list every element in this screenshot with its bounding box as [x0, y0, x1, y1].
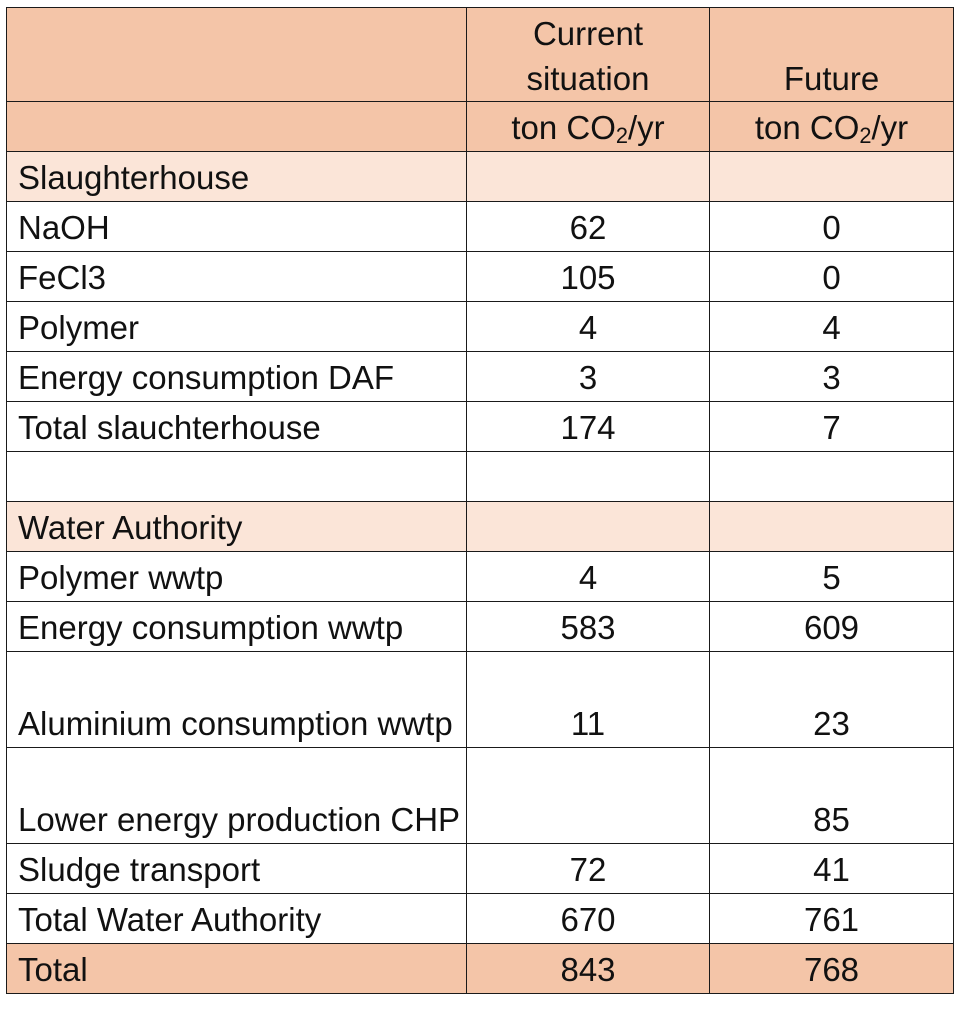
current-value: 670: [467, 894, 710, 944]
future-value: 85: [710, 748, 954, 844]
total-row: [7, 944, 954, 994]
header-current: [467, 8, 710, 102]
section-row-water-authority: [7, 502, 954, 552]
header-future: Future: [710, 8, 954, 102]
table-row: [7, 844, 954, 894]
total-future: 768: [710, 944, 954, 994]
total-current: 843: [467, 944, 710, 994]
current-value: 11: [467, 652, 710, 748]
future-value: 5: [710, 552, 954, 602]
future-value: 41: [710, 844, 954, 894]
header-current-line1: Current: [532, 15, 644, 52]
current-value: [467, 748, 710, 844]
future-value: 0: [710, 202, 954, 252]
future-value: 7: [710, 402, 954, 452]
row-label: Energy consumption wwtp: [7, 602, 467, 652]
unit-row: [7, 102, 954, 152]
empty-cell: [467, 152, 710, 202]
table-row: [7, 652, 954, 748]
empty-cell: [467, 452, 710, 502]
unit-suffix: /yr: [627, 109, 665, 146]
table-row: [7, 202, 954, 252]
header-row: [7, 8, 954, 102]
row-label: Sludge transport: [7, 844, 467, 894]
unit-current: [467, 102, 710, 152]
current-value: 72: [467, 844, 710, 894]
future-value: 0: [710, 252, 954, 302]
future-value: 761: [710, 894, 954, 944]
row-label: Lower energy production CHP: [7, 748, 467, 844]
row-label: NaOH: [7, 202, 467, 252]
future-value: 4: [710, 302, 954, 352]
current-value: 105: [467, 252, 710, 302]
current-value: 4: [467, 302, 710, 352]
table-row: [7, 602, 954, 652]
empty-cell: [7, 452, 467, 502]
future-value: 23: [710, 652, 954, 748]
row-label: Aluminium consumption wwtp: [7, 652, 467, 748]
unit-prefix: ton CO: [754, 109, 860, 146]
table-row-subtotal: [7, 894, 954, 944]
unit-prefix: ton CO: [511, 109, 616, 146]
current-value: 4: [467, 552, 710, 602]
header-empty-cell: [7, 8, 467, 102]
row-label: Polymer wwtp: [7, 552, 467, 602]
total-label: Total: [7, 944, 467, 994]
header-current-line2: situation: [526, 60, 650, 97]
row-label: FeCl3: [7, 252, 467, 302]
unit-empty-cell: [7, 102, 467, 152]
table-row: [7, 252, 954, 302]
table-row: [7, 302, 954, 352]
current-value: 3: [467, 352, 710, 402]
table-row: [7, 748, 954, 844]
future-value: 609: [710, 602, 954, 652]
unit-subscript: 2: [615, 123, 628, 149]
empty-cell: [710, 452, 954, 502]
table-row-subtotal: [7, 402, 954, 452]
current-value: 583: [467, 602, 710, 652]
unit-subscript: 2: [859, 123, 872, 149]
row-label: Total slauchterhouse: [7, 402, 467, 452]
current-value: 174: [467, 402, 710, 452]
table-row: [7, 352, 954, 402]
empty-cell: [710, 152, 954, 202]
unit-suffix: /yr: [871, 109, 909, 146]
table-row: [7, 552, 954, 602]
section-title: Water Authority: [7, 502, 467, 552]
current-value: 62: [467, 202, 710, 252]
empty-cell: [467, 502, 710, 552]
section-title: Slaughterhouse: [7, 152, 467, 202]
empty-cell: [710, 502, 954, 552]
future-value: 3: [710, 352, 954, 402]
section-row-slaughterhouse: [7, 152, 954, 202]
row-label: Total Water Authority: [7, 894, 467, 944]
emissions-table: [6, 7, 954, 994]
spacer-row: [7, 452, 954, 502]
unit-future: [710, 102, 954, 152]
row-label: Energy consumption DAF: [7, 352, 467, 402]
row-label: Polymer: [7, 302, 467, 352]
